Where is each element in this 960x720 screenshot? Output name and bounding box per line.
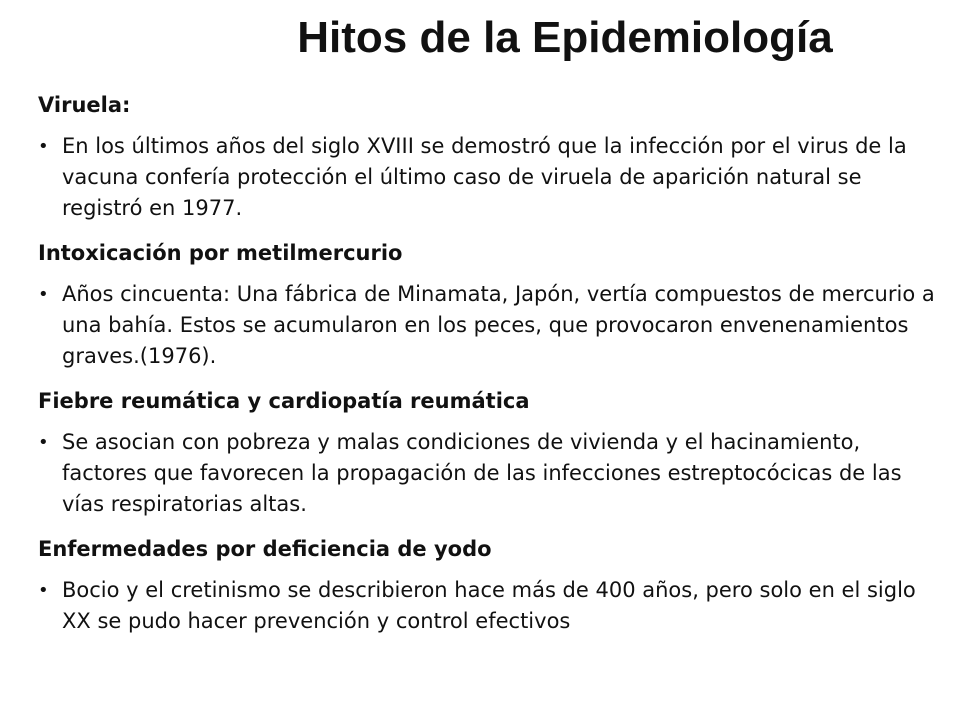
section-deficiencia-yodo [38,532,938,637]
section-heading: Fiebre reumática y cardiopatía reumática [38,389,530,413]
bullet-text: Bocio y el cretinismo se describieron hace más de 400 años, pero solo en el siglo XX se pudo hacer prevención y control efectivos [62,578,916,633]
section-heading: Viruela: [38,93,131,117]
bullet-text: Se asocian con pobreza y malas condiciones de vivienda y el hacinamiento, factores que favorecen la propagación de las infecciones estreptocócicas de las vías respiratorias altas. [62,430,902,516]
section-metilmercurio [38,236,938,372]
bullet-item [38,575,938,637]
slide-title: Hitos de la Epidemiología [297,13,833,62]
bullet-item [38,131,938,224]
section-viruela [38,88,938,224]
bullet-icon: • [38,432,49,453]
bullet-item [38,279,938,372]
bullet-text: En los últimos años del siglo XVIII se demostró que la infección por el virus de la vacuna confería protección el último caso de viruela de aparición natural se registró en 1977. [62,134,907,220]
section-heading: Intoxicación por metilmercurio [38,241,403,265]
bullet-icon: • [38,284,49,305]
bullet-icon: • [38,580,49,601]
bullet-item [38,427,938,520]
bullet-text: Años cincuenta: Una fábrica de Minamata, Japón, vertía compuestos de mercurio a una bahía. Estos se acumularon en los peces, que provocaron envenenamientos graves.(1976). [62,282,935,368]
bullet-icon: • [38,136,49,157]
section-heading: Enfermedades por deficiencia de yodo [38,537,492,561]
section-fiebre-reumatica [38,384,938,520]
slide-content [38,88,938,649]
